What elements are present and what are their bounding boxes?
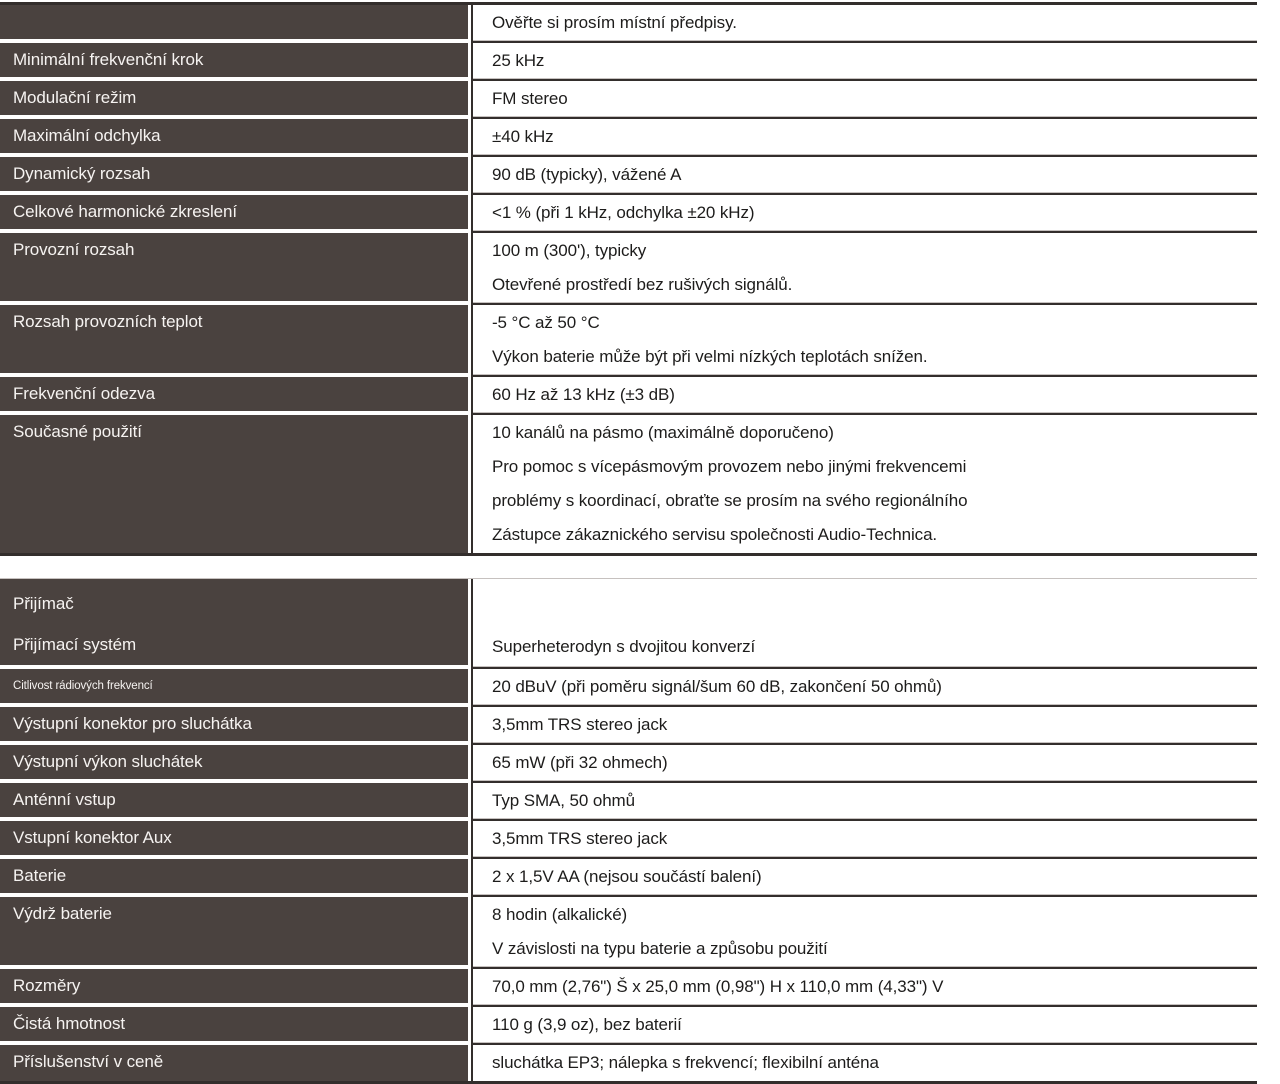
spec-label-text: Příslušenství v ceně [13,1052,164,1071]
spec-label [0,415,468,553]
spec-label [0,1045,468,1081]
spec-value [471,377,1257,415]
spec-row [0,377,1257,415]
spec-row [0,969,1257,1007]
spec-label [0,897,468,969]
spec-label [0,707,468,745]
spec-value [471,897,1257,969]
spec-label [0,195,468,233]
spec-value-text: 90 dB (typicky), vážené A [492,165,682,184]
spec-label [0,119,468,157]
spec-label-text: Celkové harmonické zkreslení [13,202,237,221]
spec-label [0,745,468,783]
spec-label-text: Modulační režim [13,88,137,107]
spec-label-text: Frekvenční odezva [13,384,155,403]
spec-value-text: Pro pomoc s vícepásmovým provozem nebo jinými frekvencemi [492,457,967,476]
spec-label [0,305,468,377]
spec-label [0,81,468,119]
spec-value [471,1045,1257,1081]
spec-table-1 [0,2,1257,556]
spec-value [471,1007,1257,1045]
spec-label-text: Rozměry [13,976,81,995]
spec-row [0,157,1257,195]
spec-label-text: Anténní vstup [13,790,116,809]
spec-value [471,305,1257,377]
spec-value [471,579,1257,669]
spec-label [0,821,468,859]
spec-value-text: Superheterodyn s dvojitou konverzí [492,637,756,656]
spec-label [0,579,468,669]
spec-value [471,81,1257,119]
spec-value-text: 3,5mm TRS stereo jack [492,715,668,734]
spec-value [471,119,1257,157]
spec-row [0,305,1257,377]
spec-row [0,5,1257,43]
spec-value-text: 70,0 mm (2,76") Š x 25,0 mm (0,98") H x 110,0 mm (4,33") V [492,977,944,996]
spec-label [0,969,468,1007]
spec-label-text: Dynamický rozsah [13,164,151,183]
spec-row [0,195,1257,233]
spec-row [0,579,1257,669]
spec-value [471,195,1257,233]
spec-label-text: Citlivost rádiových frekvencí [13,680,153,692]
spec-row [0,821,1257,859]
spec-row [0,859,1257,897]
spec-value-text: Ověřte si prosím místní předpisy. [492,13,737,32]
spec-value [471,415,1257,553]
spec-label-text: Vstupní konektor Aux [13,828,172,847]
spec-label [0,783,468,821]
spec-row [0,1007,1257,1045]
spec-row [0,707,1257,745]
spec-label [0,669,468,707]
spec-value-text: ±40 kHz [492,127,554,146]
spec-label-text: Výdrž baterie [13,904,112,923]
spec-label [0,157,468,195]
spec-value-text: 10 kanálů na pásmo (maximálně doporučeno) [492,423,834,442]
spec-value-text: 25 kHz [492,51,545,70]
spec-label [0,233,468,305]
spec-label-text: Baterie [13,866,67,885]
spec-label-text: Přijímací systém [13,635,137,654]
spec-value-text: FM stereo [492,89,568,108]
spec-value-text: 110 g (3,9 oz), bez baterií [492,1015,682,1034]
spec-label-text: Čistá hmotnost [13,1014,125,1033]
spec-value-text: problémy s koordinací, obraťte se prosím na svého regionálního [492,491,968,510]
spec-value-text: V závislosti na typu baterie a způsobu použití [492,939,828,958]
spec-value [471,157,1257,195]
spec-value [471,43,1257,81]
spec-row [0,43,1257,81]
spec-value [471,783,1257,821]
spec-label [0,377,468,415]
spec-value-text: 20 dBuV (při poměru signál/šum 60 dB, zakončení 50 ohmů) [492,677,942,696]
spec-row [0,745,1257,783]
spec-label [0,5,468,43]
spec-value-text: Výkon baterie může být při velmi nízkých teplotách snížen. [492,347,928,366]
spec-table-receiver [0,578,1257,1084]
spec-value-text: -5 °C až 50 °C [492,313,600,332]
spec-row [0,119,1257,157]
spec-label [0,43,468,81]
spec-label-text: Rozsah provozních teplot [13,312,203,331]
spec-value-text: 3,5mm TRS stereo jack [492,829,668,848]
spec-value [471,233,1257,305]
spec-row [0,897,1257,969]
spec-label [0,1007,468,1045]
spec-label-text: Přijímač [13,594,74,613]
spec-value [471,745,1257,783]
spec-value-text: <1 % (při 1 kHz, odchylka ±20 kHz) [492,203,755,222]
spec-row [0,81,1257,119]
spec-value [471,669,1257,707]
spec-label-text: Maximální odchylka [13,126,161,145]
spec-row [0,1045,1257,1081]
spec-label-text: Výstupní konektor pro sluchátka [13,714,252,733]
spec-value-text: 100 m (300'), typicky [492,241,647,260]
spec-value-text: Otevřené prostředí bez rušivých signálů. [492,275,793,294]
spec-row [0,233,1257,305]
spec-value-text: sluchátka EP3; nálepka s frekvencí; flexibilní anténa [492,1053,879,1072]
spec-label-text: Provozní rozsah [13,240,135,259]
spec-value-text: Typ SMA, 50 ohmů [492,791,635,810]
spec-label-text: Minimální frekvenční krok [13,50,204,69]
spec-value-text: 60 Hz až 13 kHz (±3 dB) [492,385,675,404]
spec-label-text: Současné použití [13,422,142,441]
spec-label [0,859,468,897]
spec-value [471,707,1257,745]
spec-value-text: 8 hodin (alkalické) [492,905,628,924]
spec-value [471,969,1257,1007]
spec-value-text: Zástupce zákaznického servisu společnosti Audio-Technica. [492,525,938,544]
spec-row [0,415,1257,553]
spec-row [0,669,1257,707]
spec-value [471,859,1257,897]
spec-value-text: 65 mW (při 32 ohmech) [492,753,668,772]
spec-value [471,821,1257,859]
spec-value-text: 2 x 1,5V AA (nejsou součástí balení) [492,867,762,886]
spec-row [0,783,1257,821]
spec-label-text: Výstupní výkon sluchátek [13,752,203,771]
spec-value [471,5,1257,43]
